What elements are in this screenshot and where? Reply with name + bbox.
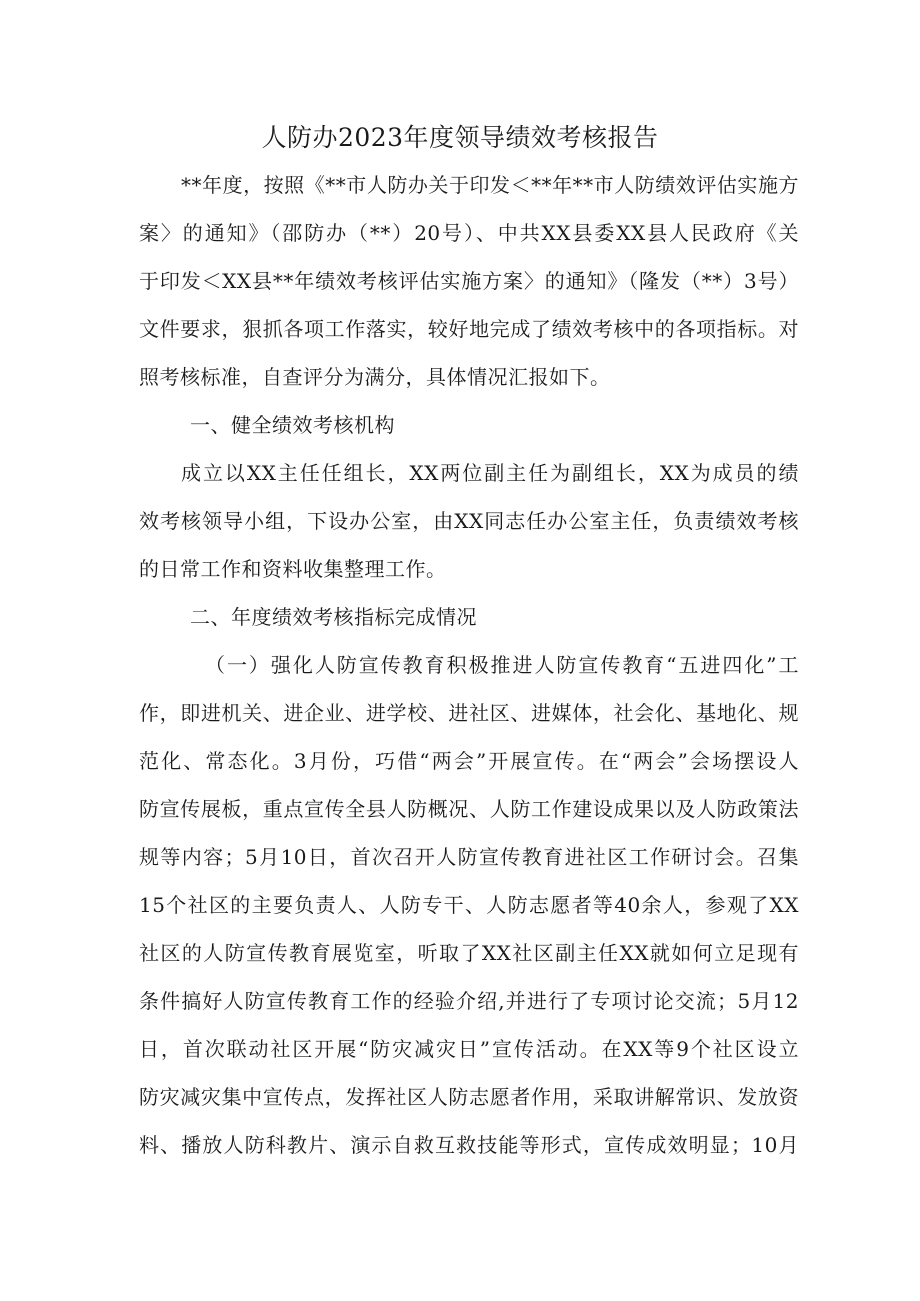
- paragraph-line: 15个社区的主要负责人、人防专干、人防志愿者等40余人，参观了XX: [139, 893, 799, 917]
- paragraph-line: 成立以XX主任任组长，XX两位副主任为副组长，XX为成员的绩: [181, 461, 799, 485]
- paragraph-line: 于印发＜XX县**年绩效考核评估实施方案〉的通知》（隆发（**）3号）: [139, 269, 799, 293]
- paragraph-line: **年度，按照《**市人防办关于印发＜**年**市人防绩效评估实施方: [181, 173, 799, 197]
- paragraph-line: 案〉的通知》（邵防办（**）20号）、中共XX县委XX县人民政府《关: [139, 221, 799, 245]
- paragraph-line: 的日常工作和资料收集整理工作。: [139, 557, 447, 581]
- paragraph-line: 条件搞好人防宣传教育工作的经验介绍,并进行了专项讨论交流；5月12: [139, 989, 799, 1013]
- paragraph-line: 防灾减灾集中宣传点，发挥社区人防志愿者作用，采取讲解常识、发放资: [139, 1085, 799, 1109]
- section-heading: 一、健全绩效考核机构: [190, 413, 395, 437]
- paragraph-line: 照考核标准，自查评分为满分，具体情况汇报如下。: [139, 365, 611, 389]
- paragraph-line: 范化、常态化。3月份，巧借“两会”开展宣传。在“两会”会场摆设人: [139, 749, 799, 773]
- paragraph-line: 效考核领导小组，下设办公室，由XX同志任办公室主任，负责绩效考核: [139, 509, 799, 533]
- paragraph-line: 日，首次联动社区开展“防灾减灾日”宣传活动。在XX等9个社区设立: [139, 1037, 799, 1061]
- paragraph-line: 作，即进机关、进企业、进学校、进社区、进媒体，社会化、基地化、规: [139, 701, 799, 725]
- paragraph-line: 社区的人防宣传教育展览室，听取了XX社区副主任XX就如何立足现有: [139, 941, 799, 965]
- document-title: 人防办2023年度领导绩效考核报告: [261, 123, 659, 152]
- paragraph-line: （一）强化人防宣传教育积极推进人防宣传教育“五进四化”工: [205, 653, 799, 677]
- section-heading: 二、年度绩效考核指标完成情况: [190, 605, 477, 629]
- paragraph-line: 料、播放人防科教片、演示自救互救技能等形式，宣传成效明显；10月: [139, 1133, 799, 1157]
- paragraph-line: 规等内容；5月10日，首次召开人防宣传教育进社区工作研讨会。召集: [139, 845, 799, 869]
- paragraph-line: 防宣传展板，重点宣传全县人防概况、人防工作建设成果以及人防政策法: [139, 797, 799, 821]
- paragraph-line: 文件要求，狠抓各项工作落实，较好地完成了绩效考核中的各项指标。对: [139, 317, 799, 341]
